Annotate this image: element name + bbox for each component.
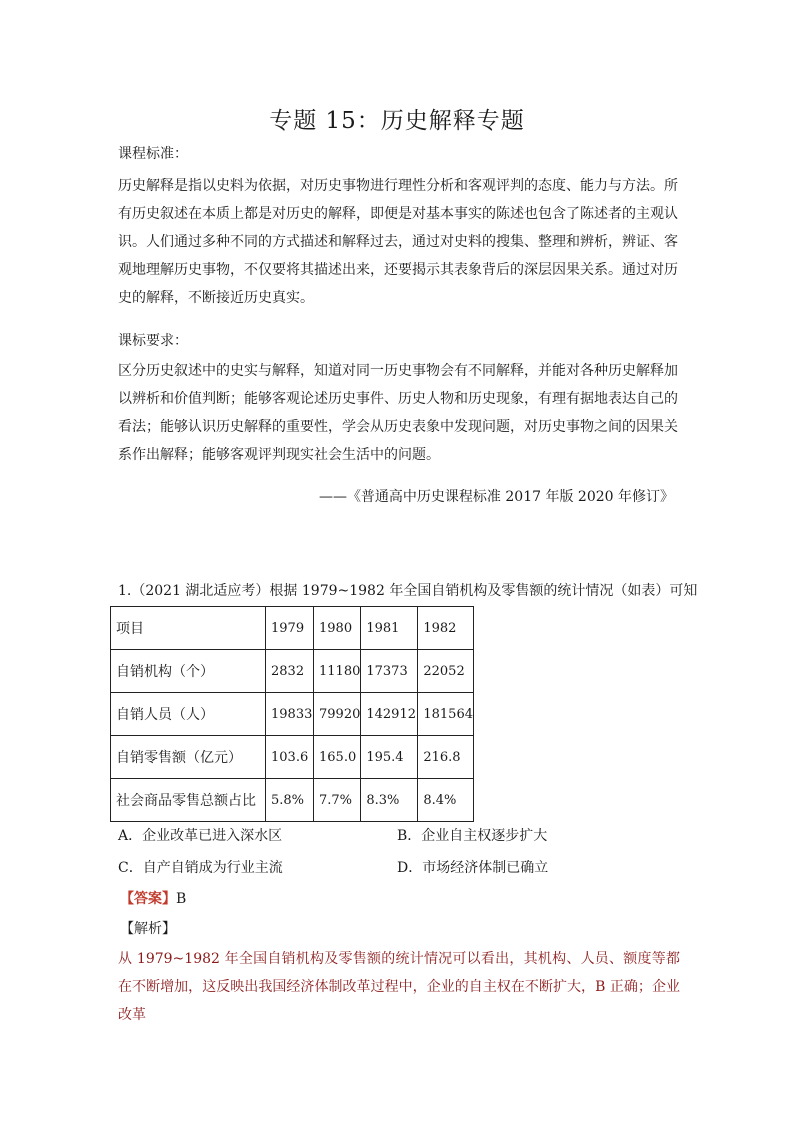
table-header-cell: 1980 xyxy=(314,607,361,650)
table-row xyxy=(111,650,474,693)
statistics-table xyxy=(110,606,474,822)
analysis-label: 【解析】 xyxy=(120,921,176,937)
option-c: C．自产自销成为行业主流 xyxy=(118,860,283,876)
table-cell: 社会商品零售总额占比 xyxy=(111,779,266,822)
option-b: B．企业自主权逐步扩大 xyxy=(397,828,548,844)
table-cell: 2832 xyxy=(266,650,314,693)
table-cell: 8.4% xyxy=(418,779,474,822)
analysis-paragraph: 从 1979~1982 年全国自销机构及零售额的统计情况可以看出，其机构、人员、额度等都在不断增加，这反映出我国经济体制改革过程中，企业的自主权在不断扩大，B 正确；企业改革 xyxy=(118,951,680,1023)
table-cell: 103.6 xyxy=(266,736,314,779)
table-header-cell: 1979 xyxy=(266,607,314,650)
table-row xyxy=(111,779,474,822)
answer-line xyxy=(120,888,186,908)
table-cell: 22052 xyxy=(418,650,474,693)
table-cell: 195.4 xyxy=(361,736,418,779)
source-citation: ——《普通高中历史课程标准 2017 年版 2020 年修订》 xyxy=(318,489,674,505)
option-a: A．企业改革已进入深水区 xyxy=(118,828,283,844)
table-cell: 142912 xyxy=(361,693,418,736)
page-title: 专题 15：历史解释专题 xyxy=(269,108,525,134)
answer-value: B xyxy=(176,891,187,907)
table-cell: 165.0 xyxy=(314,736,361,779)
table-header-row xyxy=(111,607,474,650)
table-cell: 79920 xyxy=(314,693,361,736)
table-cell: 自销零售额（亿元） xyxy=(111,736,266,779)
requirement-paragraph: 区分历史叙述中的史实与解释，知道对同一历史事物会有不同解释，并能对各种历史解释加以辨析和价值判断；能够客观论述历史事件、历史人物和历史现象，有理有据地表达自己的看法；能够认识历史解释的重要性，学会从历史表象中发现问题，对历史事物之间的因果关系作出解释；能够客观评判现实社会生活中的问题。 xyxy=(118,363,678,463)
question-stem: 1.（2021 湖北适应考）根据 1979~1982 年全国自销机构及零售额的统计情况（如表）可知 xyxy=(118,583,698,599)
table-header-cell: 项目 xyxy=(111,607,266,650)
standard-paragraph: 历史解释是指以史料为依据，对历史事物进行理性分析和客观评判的态度、能力与方法。所有历史叙述在本质上都是对历史的解释，即便是对基本事实的陈述也包含了陈述者的主观认识。人们通过多种不同的方式描述和解释过去，通过对史料的搜集、整理和辨析，辨证、客观地理解历史事物，不仅要将其描述出来，还要揭示其表象背后的深层因果关系。通过对历史的解释，不断接近历史真实。 xyxy=(118,178,678,306)
table-cell: 8.3% xyxy=(361,779,418,822)
table-header-cell: 1981 xyxy=(361,607,418,650)
table-cell: 自销人员（人） xyxy=(111,693,266,736)
table-cell: 181564 xyxy=(418,693,474,736)
table-cell: 5.8% xyxy=(266,779,314,822)
standard-label: 课程标准： xyxy=(118,146,188,162)
option-d: D．市场经济体制已确立 xyxy=(397,860,549,876)
table-cell: 7.7% xyxy=(314,779,361,822)
table-row xyxy=(111,693,474,736)
table-cell: 17373 xyxy=(361,650,418,693)
table-cell: 自销机构（个） xyxy=(111,650,266,693)
table-cell: 19833 xyxy=(266,693,314,736)
requirement-label: 课标要求： xyxy=(118,333,188,349)
answer-label: 【答案】 xyxy=(120,891,176,907)
table-cell: 216.8 xyxy=(418,736,474,779)
table-row xyxy=(111,736,474,779)
table-header-cell: 1982 xyxy=(418,607,474,650)
table-cell: 11180 xyxy=(314,650,361,693)
